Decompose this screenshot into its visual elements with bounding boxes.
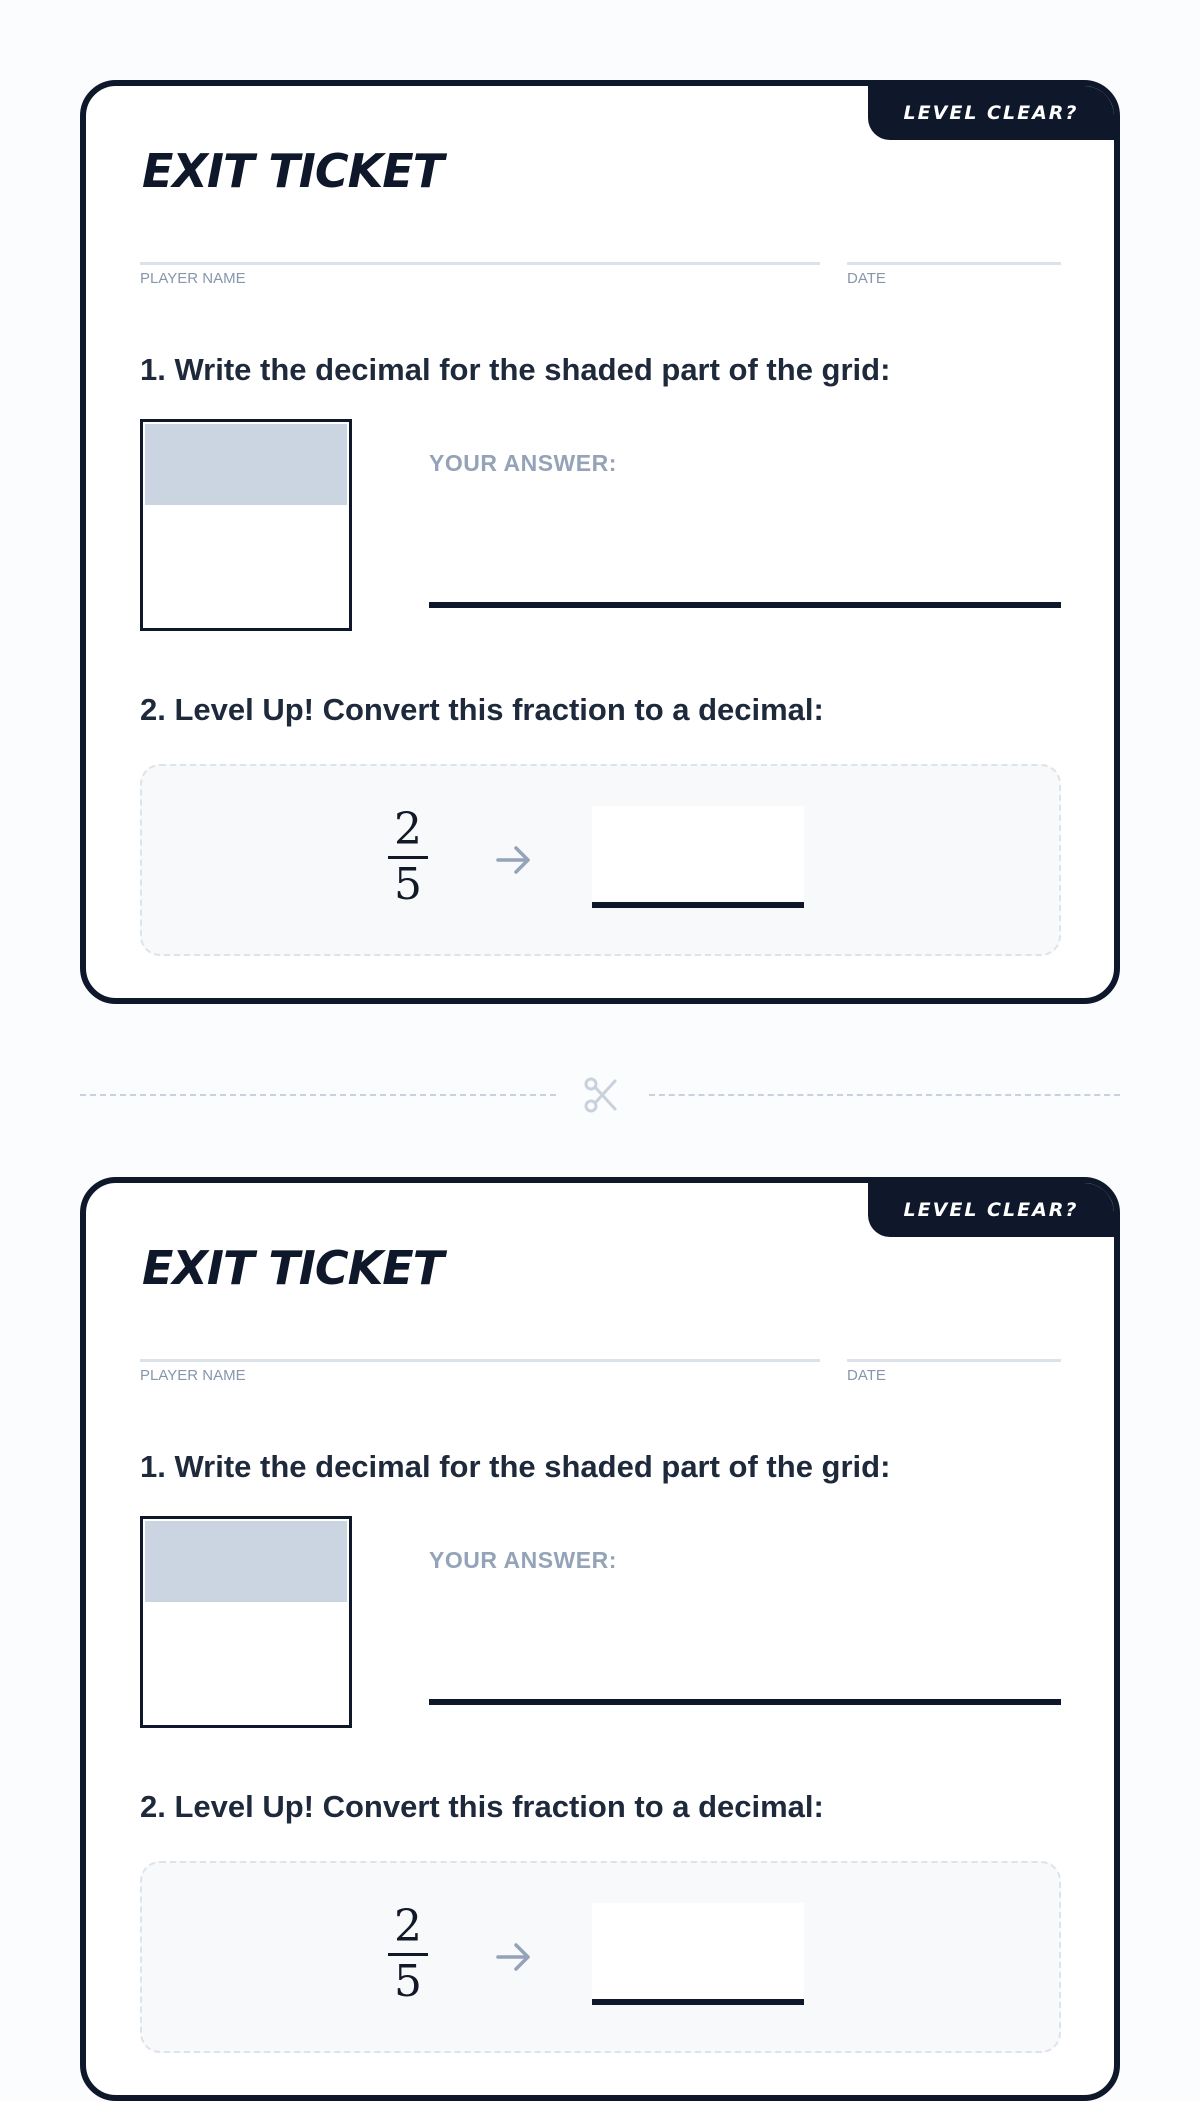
arrow-right-icon [494, 1937, 534, 1977]
player-name-field[interactable] [140, 262, 820, 265]
answer-line[interactable] [429, 602, 1061, 608]
fraction-numerator: 2 [394, 1901, 422, 1952]
ticket-title: EXIT TICKET [142, 144, 444, 198]
fraction [388, 1903, 428, 2006]
convert-panel [140, 764, 1061, 956]
decimal-grid [140, 419, 352, 631]
arrow-right-icon [494, 840, 534, 880]
player-name-field[interactable] [140, 1359, 820, 1362]
cut-line-right [649, 1094, 1120, 1096]
cut-line-left [80, 1094, 556, 1096]
fraction-denominator: 5 [394, 1956, 422, 2007]
your-answer-label: YOUR ANSWER: [429, 1547, 617, 1573]
fraction-bar [388, 1953, 428, 1956]
grid-shaded-area [145, 1521, 347, 1602]
player-name-label: PLAYER NAME [140, 1367, 246, 1384]
question-2: 2. Level Up! Convert this fraction to a decimal: [140, 692, 824, 727]
grid-shaded-area [145, 424, 347, 505]
answer-line[interactable] [429, 1699, 1061, 1705]
exit-ticket [80, 80, 1120, 1004]
convert-panel [140, 1861, 1061, 2053]
decimal-answer-box[interactable] [592, 806, 804, 908]
scissors-icon [583, 1076, 621, 1114]
fraction [388, 806, 428, 909]
date-field[interactable] [847, 1359, 1061, 1362]
question-1: 1. Write the decimal for the shaded part of the grid: [140, 1449, 891, 1484]
your-answer-label: YOUR ANSWER: [429, 450, 617, 476]
level-clear-badge: LEVEL CLEAR? [868, 1183, 1114, 1237]
ticket-title: EXIT TICKET [142, 1241, 444, 1295]
date-label: DATE [847, 270, 886, 287]
fraction-denominator: 5 [394, 859, 422, 910]
date-field[interactable] [847, 262, 1061, 265]
question-2: 2. Level Up! Convert this fraction to a decimal: [140, 1789, 824, 1824]
exit-ticket [80, 1177, 1120, 2101]
decimal-grid [140, 1516, 352, 1728]
player-name-label: PLAYER NAME [140, 270, 246, 287]
cut-line [80, 1070, 1120, 1120]
level-clear-badge: LEVEL CLEAR? [868, 86, 1114, 140]
question-1: 1. Write the decimal for the shaded part of the grid: [140, 352, 891, 387]
date-label: DATE [847, 1367, 886, 1384]
fraction-numerator: 2 [394, 804, 422, 855]
decimal-answer-box[interactable] [592, 1903, 804, 2005]
